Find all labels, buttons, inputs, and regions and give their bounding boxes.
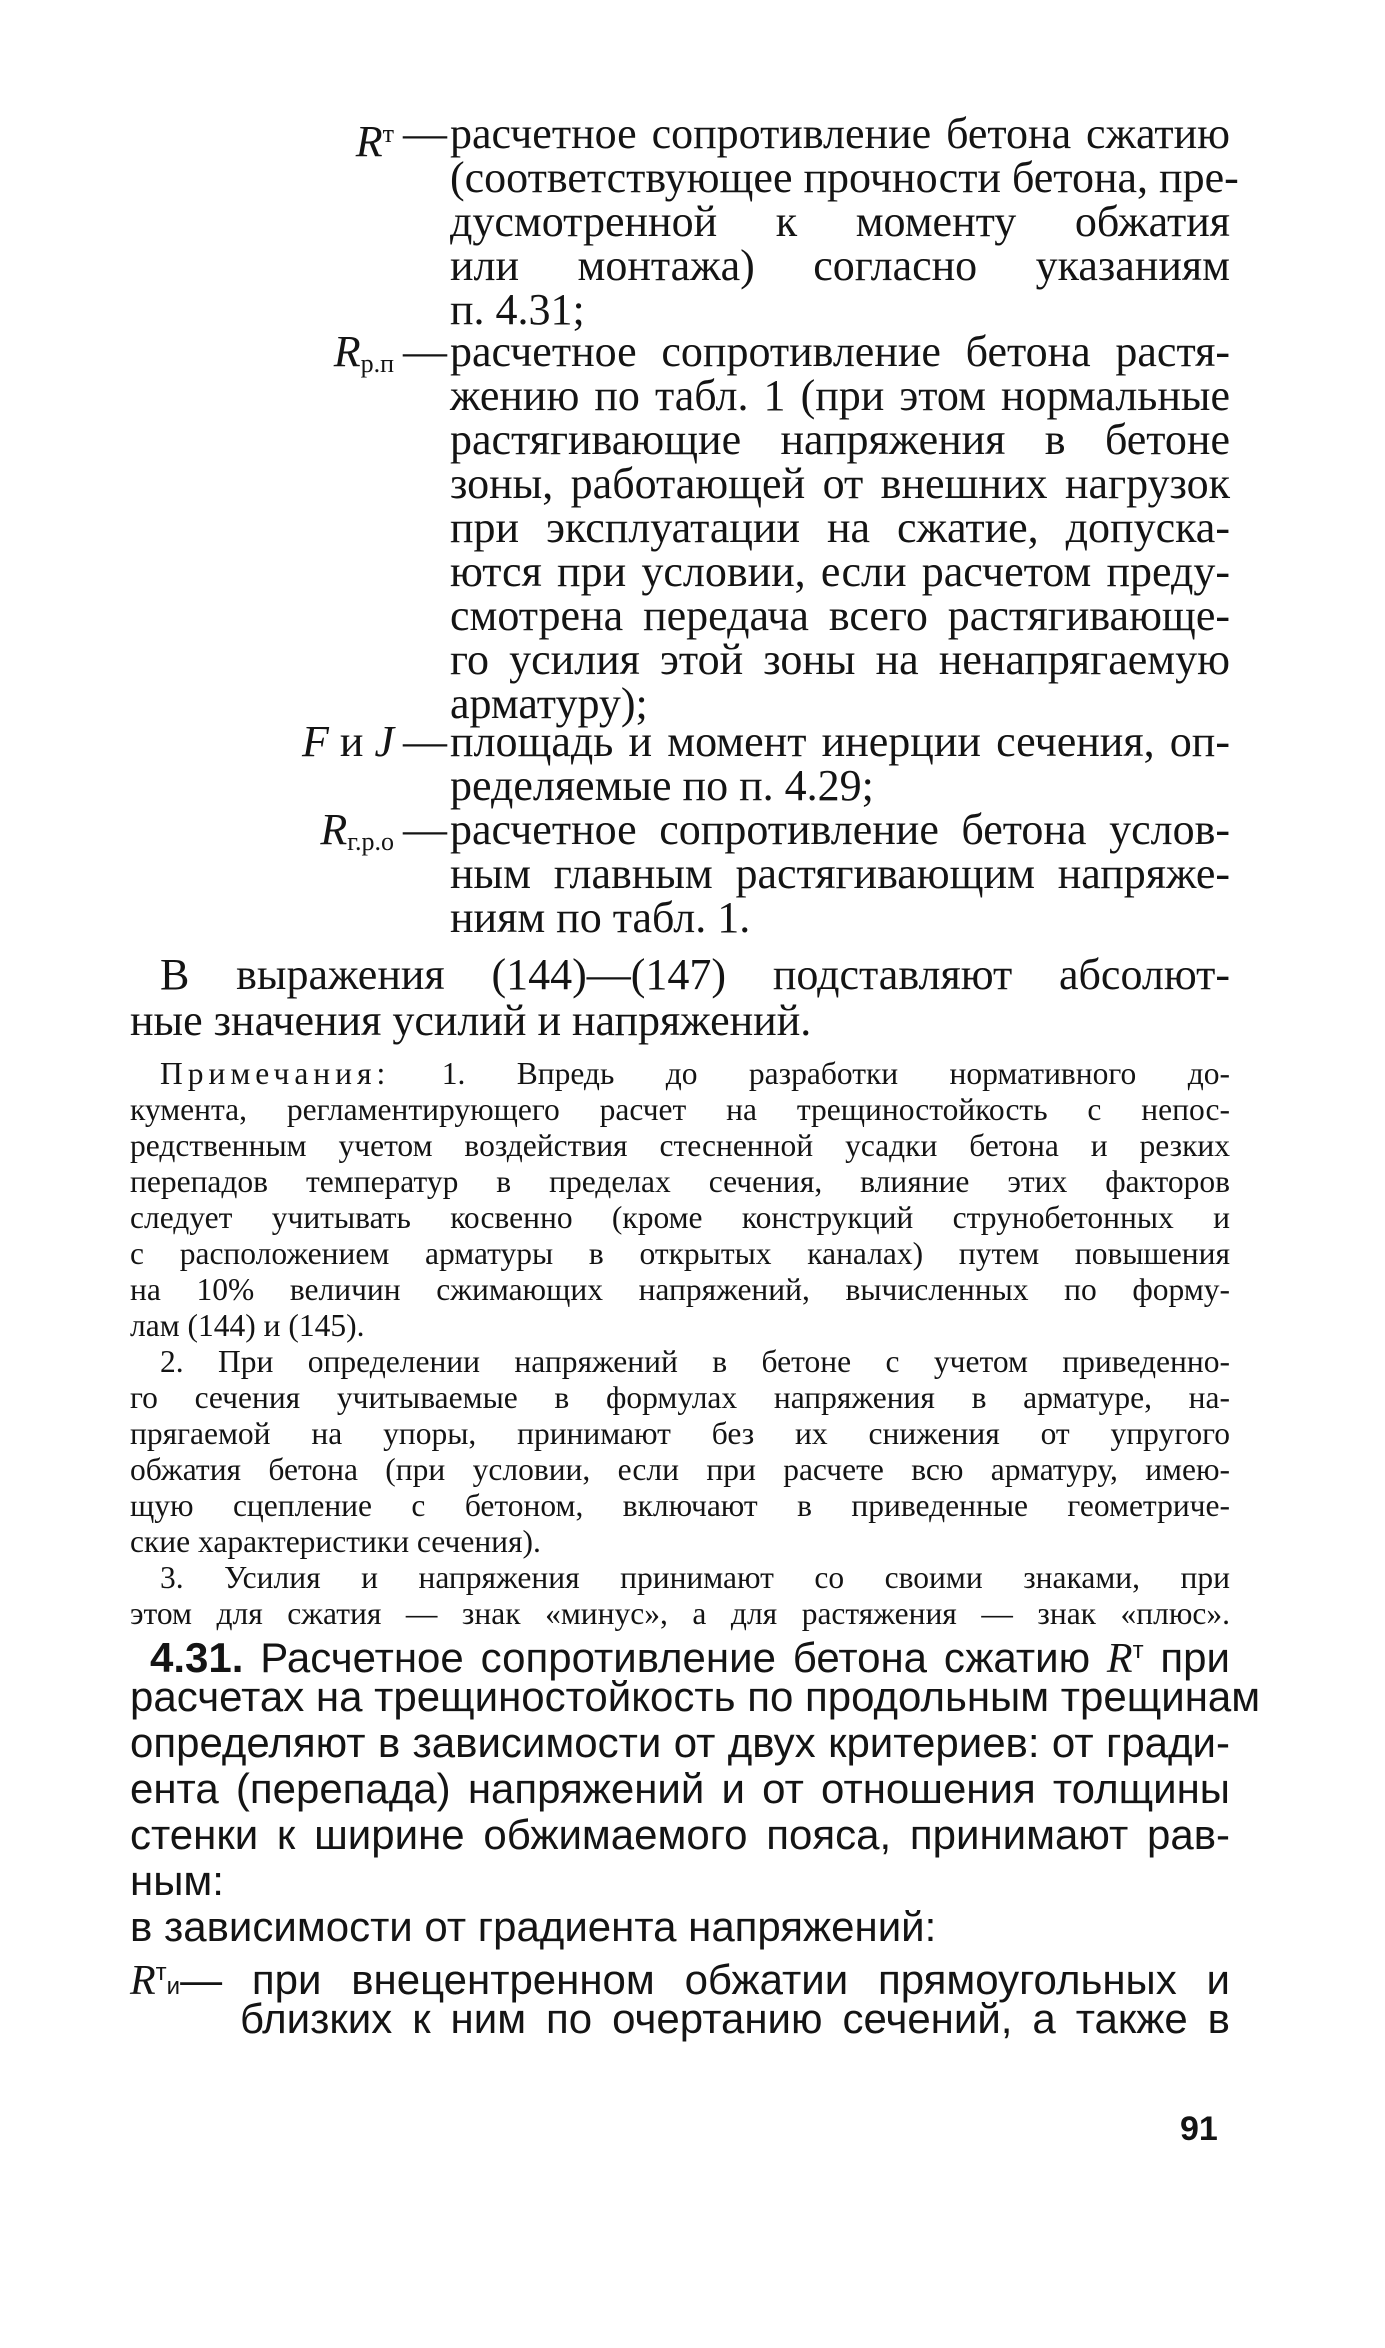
definition-r-t bbox=[200, 109, 1239, 334]
definition-dash: — bbox=[403, 327, 447, 376]
definition-text: расчетное сопротивление бетона услов- ным главным растягивающим напряже- ниям по табл. 1. bbox=[450, 805, 1230, 942]
note-1-first-line: Примечания: 1. Впредь до разработки нормативного до- bbox=[160, 1056, 1230, 1091]
definition-dash: — bbox=[403, 805, 447, 854]
notes-heading: Примечания: bbox=[160, 1056, 391, 1091]
definition-symbol: $R_{г.р.о}$ bbox=[320, 805, 394, 856]
section-number: 4.31. bbox=[150, 1634, 244, 1681]
section-item-line: $R^ти—$ при внецентренном обжатии прямоугольных и bbox=[130, 1956, 1230, 2004]
notes-block: Примечания: 1. Впредь до разработки нормативного до- кумента, регламентирующего расчет на трещиностойкость с непос- редственным учетом воздействия стесненной усадки бетона и резких перепадов температур в пределах сечения, влияние этих факторов следует учитывать косвенно (кроме конструкций струнобетонных и с расположением арматуры в открытых каналах) путем повышения на 10% величин сжимающих напряжений, вычисленных по форму- лам (144) и (145). 2. При определении напряжений в бетоне с учетом приведенно- го сечения учитываемые в формулах напряжения в арматуре, на- прягаемой на упоры, принимают без их снижения от упругого обжатия бетона (при условии, если при расчете всю арматуру, имею- щую сцепление с бетоном, включают в приведенные геометриче- ские характеристики сечения). 3. Усилия и напряжения принимают со своими знаками, при этом для сжатия — знак «минус», а для растяжения — знак «плюс». bbox=[130, 1056, 1230, 1631]
definition-text: расчетное сопротивление бетона сжатию (соответствующее прочности бетона, пре- дусмотренной к моменту обжатия или монтажа) согласно указаниям п. 4.31; bbox=[450, 109, 1239, 334]
definition-dash: — bbox=[403, 717, 447, 766]
page-number: 91 bbox=[1180, 2110, 1218, 2148]
definition-f-j bbox=[200, 717, 1230, 810]
definition-symbol: $R^т$ bbox=[355, 117, 394, 166]
definition-symbol: $R_{р.п}$ bbox=[333, 327, 394, 378]
section-4-31: 4.31. Расчетное сопротивление бетона сжатию $R^т$ при расчетах на трещиностойкость по продольным трещинам определяют в зависимости от двух критериев: от гради- ента (перепада) напряжений и от отношения толщины стенки к ширине обжимаемого пояса, принимают рав- ным: в зависимости от градиента напряжений: $R^ти—$ при внецентренном обжатии прямоугольных и близких к ним по очертанию сечений, а также в bbox=[130, 1628, 1230, 2042]
body-paragraph: В выражения (144)—(147) подставляют абсолют- ные значения усилий и напряжений. bbox=[130, 950, 1230, 1045]
definition-text: расчетное сопротивление бетона растя- жению по табл. 1 (при этом нормальные растягивающие напряжения в бетоне зоны, работающей от внешних нагрузок при эксплуатации на сжатие, допуска- ются при условии, если расчетом преду- смотрена передача всего растягивающе- го усилия этой зоны на ненапрягаемую арматуру); bbox=[450, 327, 1230, 728]
definition-symbol: F и J bbox=[302, 717, 394, 766]
section-first-line: 4.31. Расчетное сопротивление бетона сжатию $R^т$ при bbox=[150, 1634, 1230, 1682]
definition-text: площадь и момент инерции сечения, оп- ределяемые по п. 4.29; bbox=[450, 717, 1230, 810]
definition-r-rp bbox=[200, 327, 1230, 728]
definition-dash: — bbox=[403, 109, 447, 158]
definition-r-gro bbox=[200, 805, 1230, 942]
